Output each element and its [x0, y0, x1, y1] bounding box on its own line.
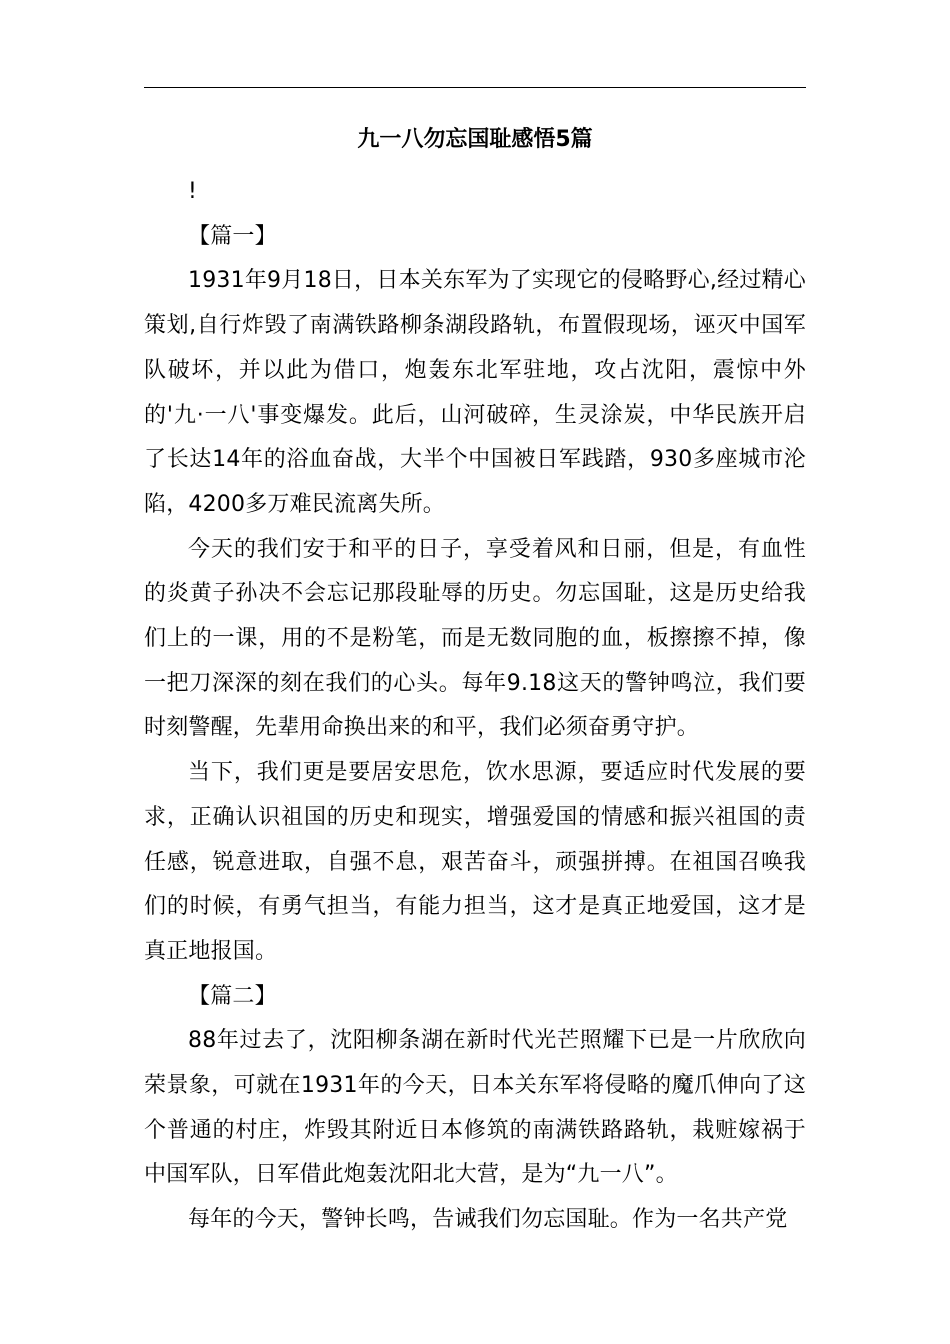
paragraph: 当下，我们更是要居安思危，饮水思源，要适应时代发展的要求，正确认识祖国的历史和现实，增强爱国的情感和振兴祖国的责任感，锐意进取，自强不息，艰苦奋斗，顽强拼搏。在祖国召唤我们的时候，有勇气担当，有能力担当，这才是真正地爱国，这才是真正地报国。: [144, 760, 806, 964]
header-rule: [144, 87, 806, 88]
paragraph: 每年的今天，警钟长鸣，告诫我们勿忘国耻。作为一名共产党: [188, 1207, 788, 1233]
paragraph: 今天的我们安于和平的日子，享受着风和日丽，但是，有血性的炎黄子孙决不会忘记那段耻辱的历史。勿忘国耻，这是历史给我们上的一课，用的不是粉笔，而是无数同胞的血，板擦擦不掉，像一把刀深深的刻在我们的心头。每年9.18这天的警钟鸣泣，我们要时刻警醒，先辈用命换出来的和平，我们必须奋勇守护。: [144, 536, 806, 741]
section-heading-1: 【篇一】: [188, 223, 277, 249]
section-heading-2: 【篇二】: [188, 983, 277, 1009]
document-body: [144, 170, 806, 1243]
document-title: 九一八勿忘国耻感悟5篇: [357, 127, 593, 152]
paragraph: 88年过去了，沈阳柳条湖在新时代光芒照耀下已是一片欣欣向荣景象，可就在1931年的今天，日本关东军将侵略的魔爪伸向了这个普通的村庄，炸毁其附近日本修筑的南满铁路路轨，栽赃嫁祸于中国军队，日军借此炮轰沈阳北大营，是为“九一八”。: [144, 1028, 806, 1188]
intro-mark: !: [188, 179, 198, 204]
paragraph: 1931年9月18日，日本关东军为了实现它的侵略野心,经过精心策划,自行炸毁了南满铁路柳条湖段路轨，布置假现场，诬灭中国军队破坏，并以此为借口，炮轰东北军驻地，攻占沈阳，震惊中外的'九·一八'事变爆发。此后，山河破碎，生灵涂炭，中华民族开启了长达14年的浴血奋战，大半个中国被日军践踏，930多座城市沦陷，4200多万难民流离失所。: [144, 268, 806, 517]
